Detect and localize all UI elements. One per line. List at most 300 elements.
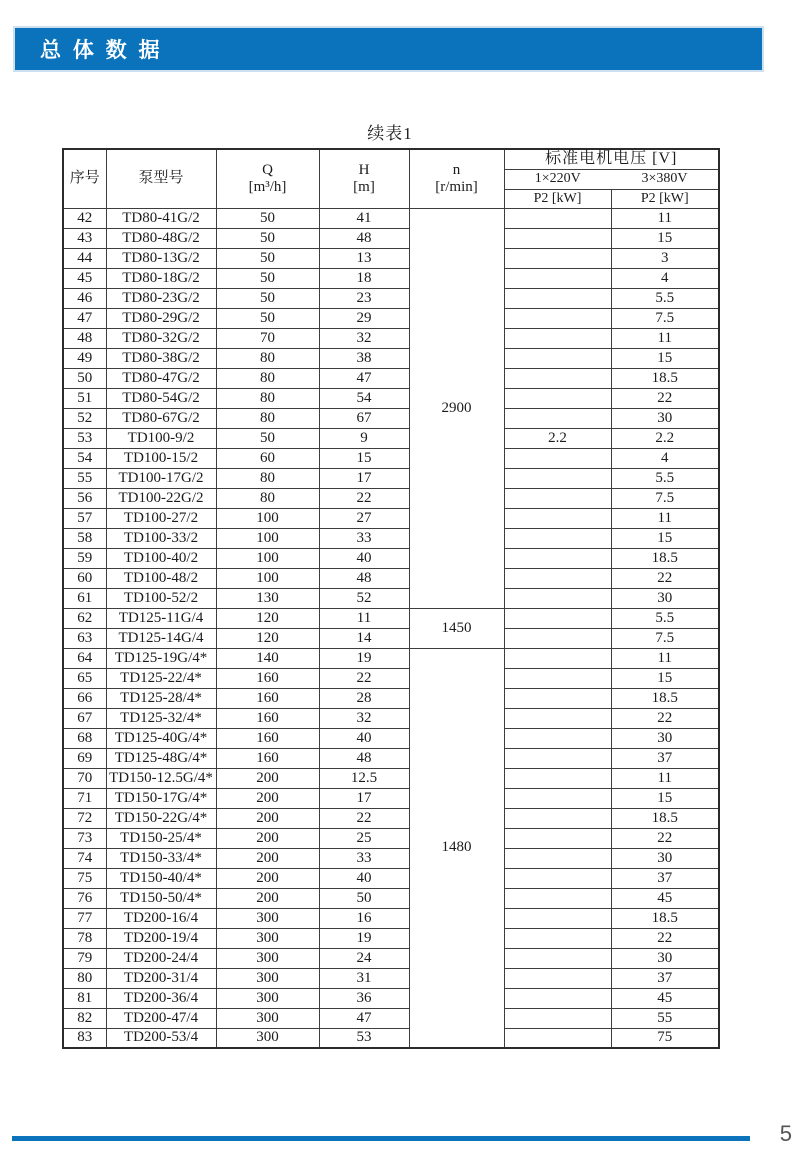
cell-model: TD125-19G/4*	[106, 648, 216, 668]
cell-head: 15	[319, 448, 409, 468]
table-row	[63, 268, 719, 288]
table-header	[63, 149, 719, 208]
cell-serial: 71	[63, 788, 106, 808]
cell-serial: 44	[63, 248, 106, 268]
cell-p2-220	[504, 808, 611, 828]
cell-flow: 200	[216, 868, 319, 888]
cell-head: 36	[319, 988, 409, 1008]
cell-flow: 50	[216, 268, 319, 288]
cell-flow: 50	[216, 208, 319, 228]
col-header-head-symbol: H	[358, 161, 370, 178]
cell-model: TD125-22/4*	[106, 668, 216, 688]
col-header-380v: 3×380V	[611, 169, 719, 189]
cell-model: TD100-15/2	[106, 448, 216, 468]
col-header-220v: 1×220V	[504, 169, 611, 189]
table-row	[63, 968, 719, 988]
cell-flow: 160	[216, 728, 319, 748]
cell-p2-380: 11	[611, 648, 719, 668]
col-header-voltage-group: 标准电机电压 [V]	[504, 149, 719, 169]
cell-serial: 43	[63, 228, 106, 248]
cell-p2-380: 11	[611, 208, 719, 228]
cell-flow: 80	[216, 368, 319, 388]
cell-head: 67	[319, 408, 409, 428]
cell-p2-380: 7.5	[611, 308, 719, 328]
cell-p2-380: 11	[611, 508, 719, 528]
cell-model: TD125-28/4*	[106, 688, 216, 708]
cell-p2-220	[504, 688, 611, 708]
cell-head: 40	[319, 548, 409, 568]
cell-flow: 80	[216, 348, 319, 368]
footer-rule	[12, 1136, 750, 1141]
cell-flow: 300	[216, 1028, 319, 1048]
cell-serial: 61	[63, 588, 106, 608]
table-row	[63, 768, 719, 788]
table-row	[63, 568, 719, 588]
table-row	[63, 548, 719, 568]
cell-serial: 62	[63, 608, 106, 628]
table-row	[63, 668, 719, 688]
cell-p2-220	[504, 448, 611, 468]
table-row	[63, 228, 719, 248]
col-header-head-unit: [m]	[353, 178, 375, 195]
cell-model: TD150-40/4*	[106, 868, 216, 888]
table-row	[63, 788, 719, 808]
cell-serial: 48	[63, 328, 106, 348]
cell-p2-220	[504, 848, 611, 868]
cell-p2-380: 22	[611, 388, 719, 408]
section-header-bar	[15, 28, 762, 70]
cell-serial: 42	[63, 208, 106, 228]
cell-flow: 120	[216, 628, 319, 648]
cell-model: TD125-32/4*	[106, 708, 216, 728]
cell-serial: 47	[63, 308, 106, 328]
cell-flow: 100	[216, 528, 319, 548]
col-header-p2-220: P2 [kW]	[504, 189, 611, 208]
col-header-flow-symbol: Q	[262, 161, 273, 178]
cell-serial: 58	[63, 528, 106, 548]
cell-p2-380: 18.5	[611, 908, 719, 928]
cell-p2-380: 5.5	[611, 288, 719, 308]
cell-flow: 100	[216, 568, 319, 588]
table-row	[63, 508, 719, 528]
cell-flow: 300	[216, 908, 319, 928]
cell-p2-220	[504, 868, 611, 888]
cell-serial: 55	[63, 468, 106, 488]
cell-flow: 300	[216, 928, 319, 948]
table-row	[63, 828, 719, 848]
col-header-speed-unit: [r/min]	[435, 178, 478, 195]
cell-model: TD80-23G/2	[106, 288, 216, 308]
col-header-speed-symbol: n	[452, 161, 461, 178]
cell-p2-220	[504, 368, 611, 388]
cell-head: 18	[319, 268, 409, 288]
cell-model: TD150-12.5G/4*	[106, 768, 216, 788]
cell-flow: 300	[216, 1008, 319, 1028]
cell-serial: 81	[63, 988, 106, 1008]
table-body	[63, 208, 719, 1048]
cell-model: TD200-24/4	[106, 948, 216, 968]
cell-serial: 72	[63, 808, 106, 828]
cell-serial: 66	[63, 688, 106, 708]
cell-head: 47	[319, 368, 409, 388]
cell-flow: 160	[216, 668, 319, 688]
cell-p2-380: 37	[611, 748, 719, 768]
cell-model: TD100-40/2	[106, 548, 216, 568]
cell-flow: 200	[216, 768, 319, 788]
col-header-flow	[216, 149, 319, 208]
cell-serial: 74	[63, 848, 106, 868]
cell-serial: 82	[63, 1008, 106, 1028]
cell-model: TD125-40G/4*	[106, 728, 216, 748]
cell-p2-380: 18.5	[611, 548, 719, 568]
cell-p2-380: 30	[611, 848, 719, 868]
cell-head: 50	[319, 888, 409, 908]
table-row	[63, 988, 719, 1008]
cell-p2-220	[504, 488, 611, 508]
cell-model: TD200-19/4	[106, 928, 216, 948]
cell-p2-380: 15	[611, 668, 719, 688]
table-row	[63, 728, 719, 748]
cell-model: TD80-38G/2	[106, 348, 216, 368]
cell-head: 17	[319, 468, 409, 488]
cell-serial: 70	[63, 768, 106, 788]
cell-model: TD150-33/4*	[106, 848, 216, 868]
cell-p2-380: 55	[611, 1008, 719, 1028]
cell-head: 19	[319, 648, 409, 668]
cell-head: 25	[319, 828, 409, 848]
cell-flow: 160	[216, 688, 319, 708]
cell-p2-220: 2.2	[504, 428, 611, 448]
cell-model: TD100-48/2	[106, 568, 216, 588]
cell-flow: 60	[216, 448, 319, 468]
table-row	[63, 208, 719, 228]
cell-p2-380: 7.5	[611, 488, 719, 508]
cell-p2-220	[504, 648, 611, 668]
table-row	[63, 808, 719, 828]
cell-p2-220	[504, 208, 611, 228]
cell-serial: 50	[63, 368, 106, 388]
cell-head: 23	[319, 288, 409, 308]
cell-head: 48	[319, 748, 409, 768]
cell-serial: 56	[63, 488, 106, 508]
table-row	[63, 908, 719, 928]
cell-head: 38	[319, 348, 409, 368]
table-row	[63, 1028, 719, 1048]
cell-flow: 200	[216, 828, 319, 848]
table-row	[63, 588, 719, 608]
cell-p2-380: 30	[611, 728, 719, 748]
cell-p2-220	[504, 608, 611, 628]
cell-model: TD80-48G/2	[106, 228, 216, 248]
cell-head: 22	[319, 808, 409, 828]
cell-serial: 77	[63, 908, 106, 928]
cell-head: 33	[319, 528, 409, 548]
cell-p2-380: 22	[611, 928, 719, 948]
cell-p2-220	[504, 228, 611, 248]
cell-flow: 300	[216, 968, 319, 988]
cell-serial: 83	[63, 1028, 106, 1048]
cell-head: 11	[319, 608, 409, 628]
cell-p2-220	[504, 268, 611, 288]
cell-flow: 100	[216, 548, 319, 568]
cell-head: 31	[319, 968, 409, 988]
cell-p2-220	[504, 628, 611, 648]
cell-p2-220	[504, 908, 611, 928]
cell-flow: 100	[216, 508, 319, 528]
cell-p2-380: 11	[611, 768, 719, 788]
cell-serial: 59	[63, 548, 106, 568]
cell-head: 22	[319, 488, 409, 508]
cell-p2-380: 15	[611, 528, 719, 548]
cell-model: TD80-67G/2	[106, 408, 216, 428]
cell-serial: 52	[63, 408, 106, 428]
cell-model: TD80-13G/2	[106, 248, 216, 268]
cell-p2-220	[504, 1028, 611, 1048]
cell-head: 28	[319, 688, 409, 708]
table-row	[63, 468, 719, 488]
cell-p2-220	[504, 708, 611, 728]
cell-model: TD100-22G/2	[106, 488, 216, 508]
cell-p2-380: 5.5	[611, 468, 719, 488]
cell-p2-380: 30	[611, 588, 719, 608]
cell-p2-380: 22	[611, 708, 719, 728]
cell-head: 22	[319, 668, 409, 688]
cell-serial: 65	[63, 668, 106, 688]
cell-head: 13	[319, 248, 409, 268]
cell-p2-380: 15	[611, 228, 719, 248]
cell-p2-220	[504, 768, 611, 788]
cell-head: 53	[319, 1028, 409, 1048]
cell-p2-220	[504, 308, 611, 328]
cell-flow: 80	[216, 488, 319, 508]
cell-head: 9	[319, 428, 409, 448]
cell-p2-220	[504, 988, 611, 1008]
cell-serial: 67	[63, 708, 106, 728]
cell-head: 14	[319, 628, 409, 648]
cell-p2-220	[504, 288, 611, 308]
cell-head: 12.5	[319, 768, 409, 788]
cell-serial: 76	[63, 888, 106, 908]
table-row	[63, 608, 719, 628]
table-row	[63, 868, 719, 888]
col-header-speed	[409, 149, 504, 208]
cell-flow: 70	[216, 328, 319, 348]
cell-flow: 300	[216, 988, 319, 1008]
table-row	[63, 248, 719, 268]
cell-p2-380: 37	[611, 868, 719, 888]
cell-serial: 57	[63, 508, 106, 528]
cell-model: TD80-32G/2	[106, 328, 216, 348]
cell-model: TD150-17G/4*	[106, 788, 216, 808]
table-row	[63, 688, 719, 708]
cell-p2-380: 15	[611, 348, 719, 368]
cell-p2-380: 18.5	[611, 688, 719, 708]
cell-p2-220	[504, 828, 611, 848]
table-row	[63, 848, 719, 868]
cell-p2-380: 4	[611, 448, 719, 468]
cell-flow: 300	[216, 948, 319, 968]
cell-head: 16	[319, 908, 409, 928]
cell-flow: 200	[216, 788, 319, 808]
cell-head: 32	[319, 328, 409, 348]
cell-p2-220	[504, 388, 611, 408]
cell-model: TD200-53/4	[106, 1028, 216, 1048]
cell-serial: 78	[63, 928, 106, 948]
cell-p2-220	[504, 528, 611, 548]
section-title: 总 体 数 据	[40, 39, 163, 62]
cell-head: 54	[319, 388, 409, 408]
table-row	[63, 1008, 719, 1028]
cell-p2-380: 18.5	[611, 368, 719, 388]
cell-model: TD80-29G/2	[106, 308, 216, 328]
cell-serial: 49	[63, 348, 106, 368]
table-row	[63, 528, 719, 548]
cell-model: TD150-25/4*	[106, 828, 216, 848]
cell-p2-380: 75	[611, 1028, 719, 1048]
cell-flow: 80	[216, 408, 319, 428]
cell-p2-220	[504, 668, 611, 688]
cell-p2-380: 22	[611, 568, 719, 588]
table-row	[63, 648, 719, 668]
cell-p2-380: 3	[611, 248, 719, 268]
cell-flow: 200	[216, 848, 319, 868]
cell-model: TD100-52/2	[106, 588, 216, 608]
cell-model: TD200-47/4	[106, 1008, 216, 1028]
cell-head: 47	[319, 1008, 409, 1028]
cell-speed: 1450	[409, 608, 504, 648]
cell-model: TD125-14G/4	[106, 628, 216, 648]
table-row	[63, 428, 719, 448]
cell-p2-380: 7.5	[611, 628, 719, 648]
cell-p2-380: 30	[611, 948, 719, 968]
cell-p2-220	[504, 928, 611, 948]
cell-model: TD100-33/2	[106, 528, 216, 548]
cell-head: 29	[319, 308, 409, 328]
table-row	[63, 488, 719, 508]
cell-serial: 60	[63, 568, 106, 588]
cell-flow: 160	[216, 748, 319, 768]
cell-head: 19	[319, 928, 409, 948]
cell-flow: 200	[216, 888, 319, 908]
cell-p2-380: 4	[611, 268, 719, 288]
cell-model: TD200-31/4	[106, 968, 216, 988]
cell-model: TD80-47G/2	[106, 368, 216, 388]
cell-head: 40	[319, 868, 409, 888]
cell-model: TD100-27/2	[106, 508, 216, 528]
cell-p2-220	[504, 548, 611, 568]
cell-p2-220	[504, 948, 611, 968]
cell-p2-380: 45	[611, 988, 719, 1008]
table-caption: 续表1	[367, 124, 413, 143]
cell-p2-380: 37	[611, 968, 719, 988]
cell-flow: 50	[216, 248, 319, 268]
cell-head: 33	[319, 848, 409, 868]
cell-serial: 80	[63, 968, 106, 988]
cell-p2-220	[504, 248, 611, 268]
cell-head: 17	[319, 788, 409, 808]
cell-head: 41	[319, 208, 409, 228]
cell-p2-380: 15	[611, 788, 719, 808]
cell-model: TD125-11G/4	[106, 608, 216, 628]
cell-p2-220	[504, 748, 611, 768]
page-number: 5	[779, 1121, 792, 1146]
cell-serial: 53	[63, 428, 106, 448]
cell-p2-220	[504, 888, 611, 908]
cell-flow: 50	[216, 428, 319, 448]
table-row	[63, 328, 719, 348]
cell-p2-220	[504, 1008, 611, 1028]
cell-flow: 200	[216, 808, 319, 828]
cell-model: TD125-48G/4*	[106, 748, 216, 768]
cell-head: 48	[319, 228, 409, 248]
cell-head: 27	[319, 508, 409, 528]
table-row	[63, 388, 719, 408]
cell-flow: 80	[216, 468, 319, 488]
cell-flow: 80	[216, 388, 319, 408]
cell-serial: 64	[63, 648, 106, 668]
cell-p2-380: 18.5	[611, 808, 719, 828]
cell-head: 40	[319, 728, 409, 748]
table-row	[63, 308, 719, 328]
cell-p2-220	[504, 468, 611, 488]
cell-model: TD150-50/4*	[106, 888, 216, 908]
cell-head: 24	[319, 948, 409, 968]
table-row	[63, 288, 719, 308]
table-row	[63, 448, 719, 468]
cell-p2-380: 11	[611, 328, 719, 348]
table-row	[63, 368, 719, 388]
cell-serial: 79	[63, 948, 106, 968]
col-header-head	[319, 149, 409, 208]
table-row	[63, 928, 719, 948]
cell-model: TD100-17G/2	[106, 468, 216, 488]
table-row	[63, 708, 719, 728]
cell-head: 48	[319, 568, 409, 588]
table-row	[63, 948, 719, 968]
cell-model: TD100-9/2	[106, 428, 216, 448]
table-row	[63, 748, 719, 768]
col-header-p2-380: P2 [kW]	[611, 189, 719, 208]
cell-p2-220	[504, 968, 611, 988]
cell-model: TD200-16/4	[106, 908, 216, 928]
cell-flow: 50	[216, 308, 319, 328]
cell-speed: 2900	[409, 208, 504, 608]
table-row	[63, 888, 719, 908]
cell-serial: 73	[63, 828, 106, 848]
cell-head: 32	[319, 708, 409, 728]
cell-serial: 45	[63, 268, 106, 288]
cell-p2-380: 2.2	[611, 428, 719, 448]
cell-model: TD80-18G/2	[106, 268, 216, 288]
cell-speed: 1480	[409, 648, 504, 1048]
col-header-flow-unit: [m³/h]	[248, 178, 287, 195]
cell-model: TD150-22G/4*	[106, 808, 216, 828]
cell-flow: 120	[216, 608, 319, 628]
cell-p2-220	[504, 568, 611, 588]
cell-serial: 69	[63, 748, 106, 768]
cell-p2-220	[504, 788, 611, 808]
cell-p2-220	[504, 328, 611, 348]
cell-flow: 130	[216, 588, 319, 608]
cell-p2-380: 22	[611, 828, 719, 848]
cell-serial: 46	[63, 288, 106, 308]
table-row	[63, 408, 719, 428]
col-header-model: 泵型号	[106, 149, 216, 208]
col-header-serial: 序号	[63, 149, 106, 208]
cell-p2-380: 45	[611, 888, 719, 908]
cell-serial: 75	[63, 868, 106, 888]
cell-serial: 51	[63, 388, 106, 408]
